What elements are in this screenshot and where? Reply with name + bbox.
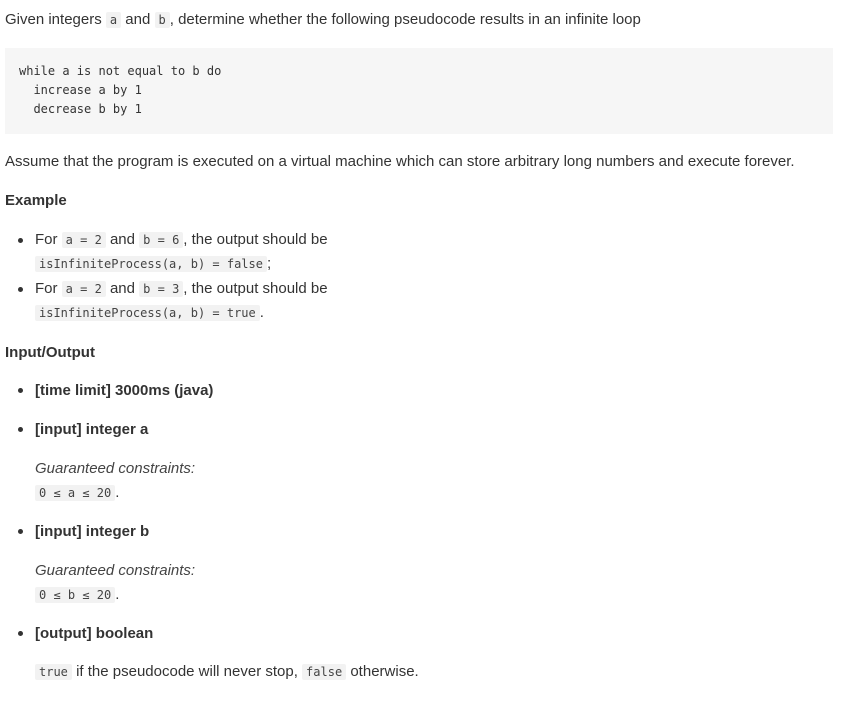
constraint-b bbox=[35, 586, 119, 603]
output-false-code: false bbox=[302, 664, 346, 680]
output-label: [output] boolean bbox=[35, 625, 154, 642]
constraint-b-code: 0 ≤ b ≤ 20 bbox=[35, 587, 115, 603]
example-a-code: a = 2 bbox=[62, 232, 106, 248]
example-a-code: a = 2 bbox=[62, 281, 106, 297]
input-b-label: [input] integer b bbox=[35, 523, 150, 540]
example-and: and bbox=[105, 231, 140, 248]
output-true-code: true bbox=[35, 664, 72, 680]
io-section bbox=[5, 0, 825, 702]
intro-and: and bbox=[121, 11, 155, 28]
example-tail: , the output should be bbox=[183, 231, 328, 248]
intro-suffix: , determine whether the following pseudocode results in an infinite loop bbox=[169, 11, 641, 28]
constraint-a-code: 0 ≤ a ≤ 20 bbox=[35, 485, 115, 501]
bullet-icon bbox=[18, 388, 23, 393]
input-a-label: [input] integer a bbox=[35, 421, 149, 438]
output-end: otherwise. bbox=[346, 663, 419, 680]
bullet-icon bbox=[18, 427, 23, 432]
constraint-a bbox=[35, 484, 119, 501]
var-a-code: a bbox=[106, 12, 121, 28]
constraints-label-b: Guaranteed constraints: bbox=[35, 562, 196, 579]
constraint-a-punct: . bbox=[115, 484, 120, 501]
example-and: and bbox=[105, 280, 140, 297]
example-b-code: b = 6 bbox=[139, 232, 183, 248]
output-description bbox=[35, 663, 419, 680]
constraints-label-a: Guaranteed constraints: bbox=[35, 460, 196, 477]
example-result-code: isInfiniteProcess(a, b) = true bbox=[35, 305, 260, 321]
example-result-code: isInfiniteProcess(a, b) = false bbox=[35, 256, 267, 272]
intro-prefix: Given integers bbox=[5, 11, 106, 28]
assumption-text: Assume that the program is executed on a virtual machine which can store arbitrary long numbers and execute forever. bbox=[5, 153, 795, 170]
time-limit: [time limit] 3000ms (java) bbox=[35, 382, 214, 399]
example-punct: ; bbox=[266, 255, 272, 272]
constraint-b-punct: . bbox=[115, 586, 120, 603]
example-b-code: b = 3 bbox=[139, 281, 183, 297]
example-for: For bbox=[35, 280, 62, 297]
bullet-icon bbox=[18, 529, 23, 534]
output-mid: if the pseudocode will never stop, bbox=[71, 663, 303, 680]
var-b-code: b bbox=[155, 12, 170, 28]
bullet-icon bbox=[18, 631, 23, 636]
example-tail: , the output should be bbox=[183, 280, 328, 297]
example-heading: Example bbox=[5, 192, 67, 209]
example-for: For bbox=[35, 231, 62, 248]
pseudocode-text: while a is not equal to b do increase a by 1 decrease b by 1 bbox=[19, 64, 222, 116]
io-heading: Input/Output bbox=[5, 344, 95, 361]
example-punct: . bbox=[259, 304, 264, 321]
